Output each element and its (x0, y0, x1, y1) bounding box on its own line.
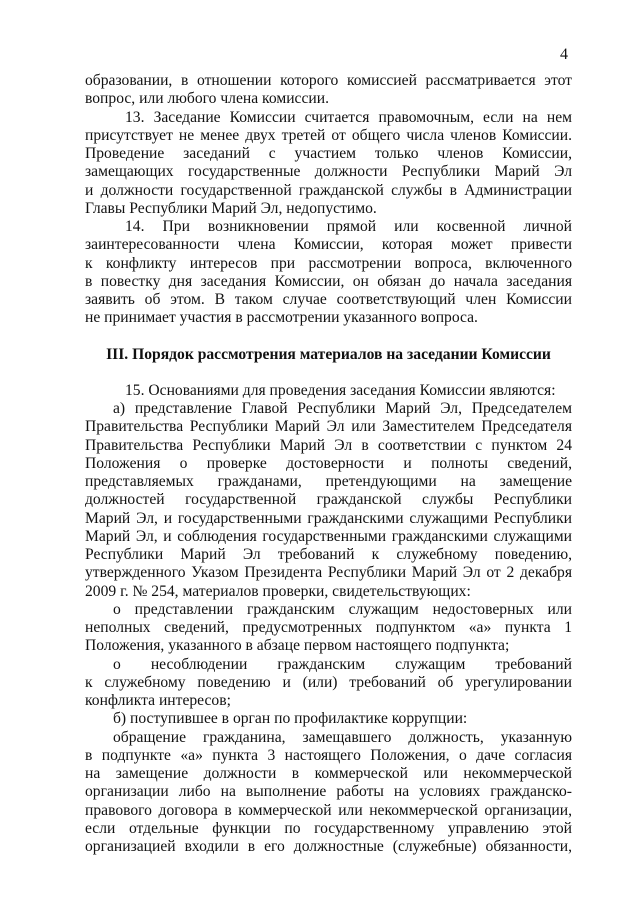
text-line: о представлении гражданским служащим недостоверных или (113, 600, 572, 618)
text-line: 13. Заседание Комиссии считается правомочным, если на нем (125, 108, 572, 126)
page-number: 4 (560, 46, 568, 63)
paragraph-13 (85, 109, 572, 219)
text-line: если отдельные функции по государственному управлению этой (85, 819, 572, 837)
paragraph-14 (85, 218, 572, 328)
paragraph-b (85, 710, 572, 728)
text-line: б) поступившее в орган по профилактике коррупции: (113, 710, 468, 728)
text-line: неполных сведений, предусмотренных подпунктом «а» пункта 1 (85, 619, 572, 636)
text-line: Проведение заседаний с участием только членов Комиссии, (85, 145, 572, 162)
text-line: вопрос, или любого члена комиссии. (85, 90, 329, 108)
text-line: 14. При возникновении прямой или косвенной личной (125, 218, 572, 235)
text-line: и должности государственной гражданской службы в Администрации (85, 181, 572, 199)
text-line: 15. Основаниями для проведения заседания Комиссии являются: (125, 381, 556, 399)
text-line: присутствует не менее двух третей от общего числа членов Комиссии. (85, 126, 572, 144)
text-line: правового договора в коммерческой или некоммерческой организации, (85, 801, 572, 819)
text-line: Главы Республики Марий Эл, недопустимо. (85, 199, 377, 217)
text-line: Республики Марий Эл требований к служебному поведению, (85, 546, 572, 563)
text-line: организацией входили в его должностные (служебные) обязанности, (85, 838, 572, 855)
text-line: а) представление Главой Республики Марий Эл, Председателем (113, 400, 572, 417)
text-line: к конфликту интересов при рассмотрении вопроса, включенного (85, 254, 572, 272)
text-line: на замещение должности в коммерческой или некоммерческой (85, 765, 572, 782)
text-line: замещающих государственные должности Республики Марий Эл (85, 163, 572, 181)
text-line: Правительства Республики Марий Эл или Заместителем Председателя (85, 418, 572, 436)
paragraph-appeal (85, 729, 572, 857)
paragraph-continuation (85, 72, 572, 109)
text-line: в повестку дня заседания Комиссии, он обязан до начала заседания (85, 272, 572, 290)
text-line: к служебному поведению и (или) требований об урегулировании (85, 673, 572, 691)
text-line: Марий Эл, и соблюдения государственными гражданскими служащими (85, 527, 572, 545)
section-heading: III. Порядок рассмотрения материалов на заседании Комиссии (106, 345, 551, 363)
paragraph-non-compliance (85, 656, 572, 711)
text-line: 2009 г. № 254, материалов проверки, свидетельствующих: (85, 582, 471, 600)
text-line: в подпункте «а» пункта 3 настоящего Положения, о даче согласия (85, 746, 572, 764)
text-line: конфликта интересов; (85, 692, 231, 709)
text-line: заявить об этом. В таком случае соответствующий член Комиссии (85, 291, 572, 308)
text-line: не принимает участия в рассмотрении указанного вопроса. (85, 309, 478, 327)
text-line: организации либо на выполнение работы на условиях гражданско- (85, 783, 572, 801)
text-line: образовании, в отношении которого комиссией рассматривается этот (85, 72, 572, 89)
text-line: утвержденного Указом Президента Республики Марий Эл от 2 декабря (85, 564, 572, 582)
paragraph-false-info (85, 601, 572, 656)
text-line: о несоблюдении гражданским служащим требований (113, 655, 572, 673)
text-line: Правительства Республики Марий Эл в соответствии с пунктом 24 (85, 436, 572, 454)
text-line: Положения о проверке достоверности и полноты сведений, (85, 454, 572, 472)
text-line: заинтересованности члена Комиссии, которая может привести (85, 236, 572, 254)
text-line: Марий Эл, и государственными гражданскими служащими Республики (85, 509, 572, 527)
paragraph-15 (85, 382, 572, 601)
text-line: должностей государственной гражданской службы Республики (85, 491, 572, 509)
text-line: обращение гражданина, замещавшего должность, указанную (113, 728, 572, 746)
text-line: Положения, указанного в абзаце первом настоящего подпункта; (85, 637, 510, 655)
document-body (85, 72, 572, 856)
text-line: представляемых гражданами, претендующими на замещение (85, 473, 572, 490)
